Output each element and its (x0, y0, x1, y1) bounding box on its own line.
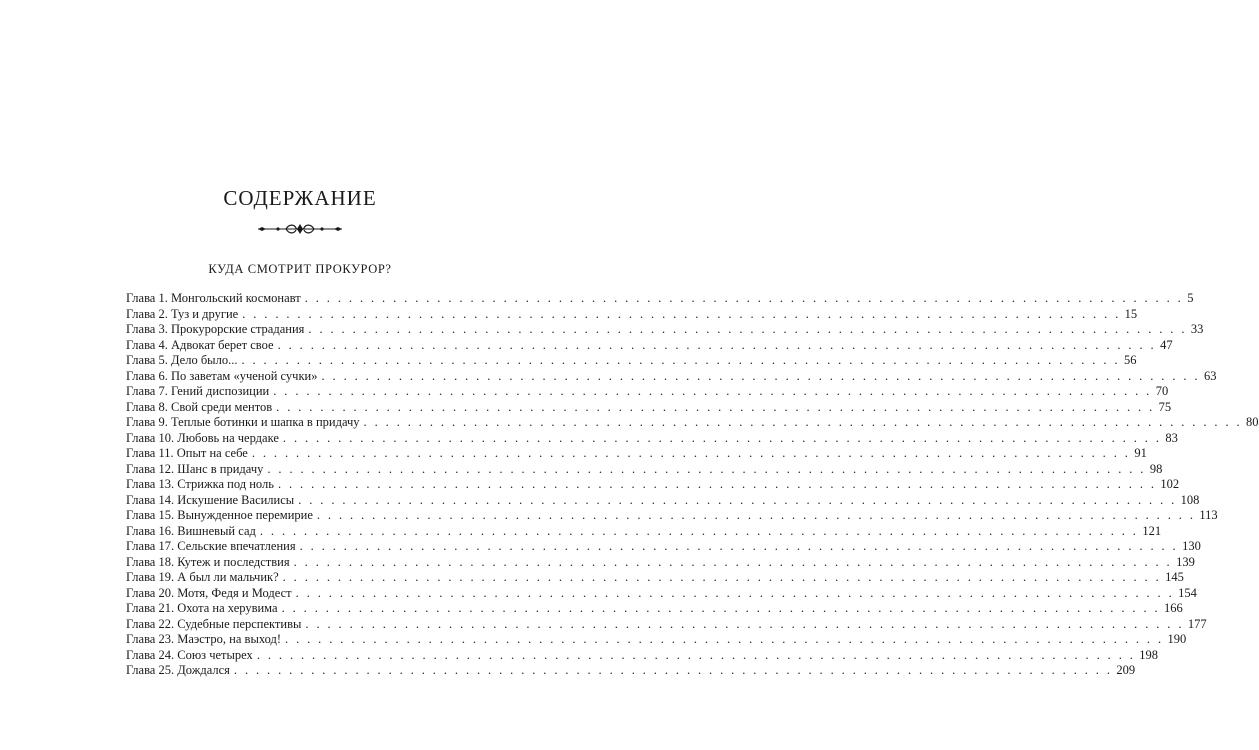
toc-entry-title: Глава 23. Маэстро, на выход! (126, 632, 282, 646)
toc-entry-page: 15 (1124, 306, 1138, 321)
toc-entry-page: 75 (1158, 399, 1172, 414)
toc-entry-page: 190 (1167, 632, 1187, 646)
toc-entry-title: Глава 18. Кутеж и последствия (126, 554, 290, 569)
toc-entry (126, 399, 1172, 416)
toc-entry (126, 585, 1197, 602)
toc-entry (126, 539, 1201, 555)
toc-entry (126, 554, 1195, 571)
toc-entry (126, 368, 1217, 385)
ornament-flourish-icon (256, 222, 344, 236)
toc-entry-page: 145 (1165, 570, 1184, 584)
toc-entry-page: 209 (1116, 663, 1136, 677)
toc-entry-title: Глава 24. Союз четырех (126, 647, 253, 662)
toc-entry-title: Глава 20. Мотя, Федя и Модест (126, 585, 292, 600)
toc-entry-page: 113 (1199, 508, 1218, 522)
toc-entry (126, 430, 1178, 447)
toc-entry-page: 70 (1155, 384, 1169, 398)
toc-entry-page: 102 (1160, 477, 1180, 491)
toc-entry-title: Глава 11. Опыт на себе (126, 446, 248, 460)
toc-leader-dots: . . . . . . . . . . . . . . . . . . . . . . . . . . . . . . . . . . . . . . . . . . . . . . . . . . . . . . . . . . . . . . . . . . . . . . . . . . . . . . . . (304, 291, 1184, 305)
toc-entry (126, 337, 1173, 354)
toc-entry (126, 461, 1163, 478)
toc-entry (126, 322, 1204, 338)
toc-entry-title: Глава 8. Свой среди ментов (126, 399, 273, 414)
toc-entry (126, 446, 1147, 462)
toc-entry-title: Глава 19. А был ли мальчик? (126, 570, 279, 584)
toc-entry-page: 56 (1123, 353, 1137, 367)
toc-entry-page: 130 (1182, 539, 1201, 553)
toc-entry (126, 601, 1183, 617)
section-subtitle: КУДА СМОТРИТ ПРОКУРОР? (208, 262, 392, 276)
toc-entry-page: 166 (1164, 601, 1183, 615)
toc-leader-dots: . . . . . . . . . . . . . . . . . . . . . . . . . . . . . . . . . . . . . . . . . . . . . . . . . . . . . . . . . . . . . . . . . . . . . . . . . . . . . . . . (277, 477, 1157, 491)
toc-entry-title: Глава 17. Сельские впечатления (126, 539, 296, 553)
toc-leader-dots: . . . . . . . . . . . . . . . . . . . . . . . . . . . . . . . . . . . . . . . . . . . . . . . . . . . . . . . . . . . . . . . . . . . . . . . . . . . . . . . . (273, 384, 1152, 398)
toc-entry (126, 306, 1138, 323)
table-of-contents (126, 291, 1259, 679)
toc-leader-dots: . . . . . . . . . . . . . . . . . . . . . . . . . . . . . . . . . . . . . . . . . . . . . . . . . . . . . . . . . . . . . . . . . . . . . . . . . . . . . . . . (267, 461, 1146, 476)
toc-entry-title: Глава 3. Прокурорские страдания (126, 322, 305, 336)
toc-leader-dots: . . . . . . . . . . . . . . . . . . . . . . . . . . . . . . . . . . . . . . . . . . . . . . . . . . . . . . . . . . . . . . . . . . . . . . . . . . . . . . . . (242, 306, 1121, 321)
toc-entry-title: Глава 7. Гений диспозиции (126, 384, 270, 398)
toc-leader-dots: . . . . . . . . . . . . . . . . . . . . . . . . . . . . . . . . . . . . . . . . . . . . . . . . . . . . . . . . . . . . . . . . . . . . . . . . . . . . . . . . (285, 632, 1164, 646)
toc-entry-page: 63 (1203, 368, 1217, 383)
toc-entry-page: 139 (1176, 554, 1195, 569)
toc-leader-dots: . . . . . . . . . . . . . . . . . . . . . . . . . . . . . . . . . . . . . . . . . . . . . . . . . . . . . . . . . . . . . . . . . . . . . . . . . . . . . . . . (321, 368, 1200, 383)
toc-leader-dots: . . . . . . . . . . . . . . . . . . . . . . . . . . . . . . . . . . . . . . . . . . . . . . . . . . . . . . . . . . . . . . . . . . . . . . . . . . . . . . . . (305, 616, 1184, 631)
toc-entry (126, 508, 1218, 524)
toc-entry-page: 47 (1160, 337, 1173, 352)
toc-entry-page: 198 (1139, 647, 1159, 662)
toc-entry (126, 632, 1187, 648)
toc-leader-dots: . . . . . . . . . . . . . . . . . . . . . . . . . . . . . . . . . . . . . . . . . . . . . . . . . . . . . . . . . . . . . . . . . . . . . . . . . . . . . . . . (276, 399, 1155, 414)
toc-entry-page: 91 (1134, 446, 1147, 460)
toc-entry-page: 154 (1178, 585, 1197, 600)
toc-entry-title: Глава 4. Адвокат берет свое (126, 337, 274, 352)
toc-leader-dots: . . . . . . . . . . . . . . . . . . . . . . . . . . . . . . . . . . . . . . . . . . . . . . . . . . . . . . . . . . . . . . . . . . . . . . . . . . . . . . . . (256, 647, 1136, 662)
toc-entry-title: Глава 25. Дождался (126, 663, 230, 677)
toc-leader-dots: . . . . . . . . . . . . . . . . . . . . . . . . . . . . . . . . . . . . . . . . . . . . . . . . . . . . . . . . . . . . . . . . . . . . . . . . . . . . . . . . (295, 585, 1175, 600)
toc-entry-title: Глава 1. Монгольский космонавт (126, 291, 301, 305)
toc-entry-title: Глава 16. Вишневый сад (126, 523, 256, 538)
toc-leader-dots: . . . . . . . . . . . . . . . . . . . . . . . . . . . . . . . . . . . . . . . . . . . . . . . . . . . . . . . . . . . . . . . . . . . . . . . . . . . . . . . . (281, 601, 1161, 615)
toc-entry-page: 80 (1246, 415, 1259, 429)
toc-entry-title: Глава 9. Теплые ботинки и шапка в придачу (126, 415, 360, 429)
toc-leader-dots: . . . . . . . . . . . . . . . . . . . . . . . . . . . . . . . . . . . . . . . . . . . . . . . . . . . . . . . . . . . . . . . . . . . . . . . . . . . . . . . . (277, 337, 1157, 352)
toc-leader-dots: . . . . . . . . . . . . . . . . . . . . . . . . . . . . . . . . . . . . . . . . . . . . . . . . . . . . . . . . . . . . . . . . . . . . . . . . . . . . . . . . (298, 492, 1177, 507)
toc-entry (126, 291, 1194, 307)
toc-entry (126, 523, 1162, 540)
toc-leader-dots: . . . . . . . . . . . . . . . . . . . . . . . . . . . . . . . . . . . . . . . . . . . . . . . . . . . . . . . . . . . . . . . . . . . . . . . . . . . . . . . . (308, 322, 1187, 336)
toc-entry (126, 492, 1200, 509)
toc-leader-dots: . . . . . . . . . . . . . . . . . . . . . . . . . . . . . . . . . . . . . . . . . . . . . . . . . . . . . . . . . . . . . . . . . . . . . . . . . . . . . . . . (241, 353, 1120, 367)
toc-entry-title: Глава 5. Дело было... (126, 353, 238, 367)
toc-entry-page: 5 (1187, 291, 1194, 305)
toc-entry (126, 570, 1184, 586)
toc-entry (126, 647, 1159, 664)
toc-entry-title: Глава 22. Судебные перспективы (126, 616, 302, 631)
toc-leader-dots: . . . . . . . . . . . . . . . . . . . . . . . . . . . . . . . . . . . . . . . . . . . . . . . . . . . . . . . . . . . . . . . . . . . . . . . . . . . . . . . . (251, 446, 1131, 460)
toc-entry-title: Глава 6. По заветам «ученой сучки» (126, 368, 318, 383)
toc-entry-title: Глава 2. Туз и другие (126, 306, 239, 321)
toc-entry-title: Глава 13. Стрижка под ноль (126, 477, 274, 491)
toc-entry-title: Глава 21. Охота на херувима (126, 601, 278, 615)
page-title: СОДЕРЖАНИЕ (223, 186, 377, 210)
toc-leader-dots: . . . . . . . . . . . . . . . . . . . . . . . . . . . . . . . . . . . . . . . . . . . . . . . . . . . . . . . . . . . . . . . . . . . . . . . . . . . . . . . . (316, 508, 1196, 522)
toc-leader-dots: . . . . . . . . . . . . . . . . . . . . . . . . . . . . . . . . . . . . . . . . . . . . . . . . . . . . . . . . . . . . . . . . . . . . . . . . . . . . . . . . (233, 663, 1113, 677)
toc-entry (126, 384, 1169, 400)
toc-entry (126, 663, 1136, 679)
toc-leader-dots: . . . . . . . . . . . . . . . . . . . . . . . . . . . . . . . . . . . . . . . . . . . . . . . . . . . . . . . . . . . . . . . . . . . . . . . . . . . . . . . . (282, 570, 1162, 584)
toc-entry-title: Глава 12. Шанс в придачу (126, 461, 264, 476)
toc-entry-page: 83 (1165, 430, 1178, 445)
toc-leader-dots: . . . . . . . . . . . . . . . . . . . . . . . . . . . . . . . . . . . . . . . . . . . . . . . . . . . . . . . . . . . . . . . . . . . . . . . . . . . . . . . . (259, 523, 1139, 538)
toc-leader-dots: . . . . . . . . . . . . . . . . . . . . . . . . . . . . . . . . . . . . . . . . . . . . . . . . . . . . . . . . . . . . . . . . . . . . . . . . . . . . . . . . (293, 554, 1173, 569)
toc-entry-title: Глава 10. Любовь на чердаке (126, 430, 279, 445)
toc-entry-page: 33 (1190, 322, 1204, 336)
toc-entry-page: 98 (1149, 461, 1163, 476)
toc-entry-page: 108 (1180, 492, 1200, 507)
toc-leader-dots: . . . . . . . . . . . . . . . . . . . . . . . . . . . . . . . . . . . . . . . . . . . . . . . . . . . . . . . . . . . . . . . . . . . . . . . . . . . . . . . . (282, 430, 1162, 445)
toc-leader-dots: . . . . . . . . . . . . . . . . . . . . . . . . . . . . . . . . . . . . . . . . . . . . . . . . . . . . . . . . . . . . . . . . . . . . . . . . . . . . . . . . (299, 539, 1179, 553)
toc-entry-page: 177 (1187, 616, 1207, 631)
toc-leader-dots: . . . . . . . . . . . . . . . . . . . . . . . . . . . . . . . . . . . . . . . . . . . . . . . . . . . . . . . . . . . . . . . . . . . . . . . . . . . . . . . . (363, 415, 1243, 429)
toc-entry-title: Глава 15. Вынужденное перемирие (126, 508, 313, 522)
toc-entry (126, 415, 1259, 431)
toc-entry (126, 616, 1207, 633)
toc-entry-title: Глава 14. Искушение Василисы (126, 492, 295, 507)
toc-entry-page: 121 (1142, 523, 1162, 538)
toc-entry (126, 477, 1180, 493)
toc-entry (126, 353, 1137, 369)
